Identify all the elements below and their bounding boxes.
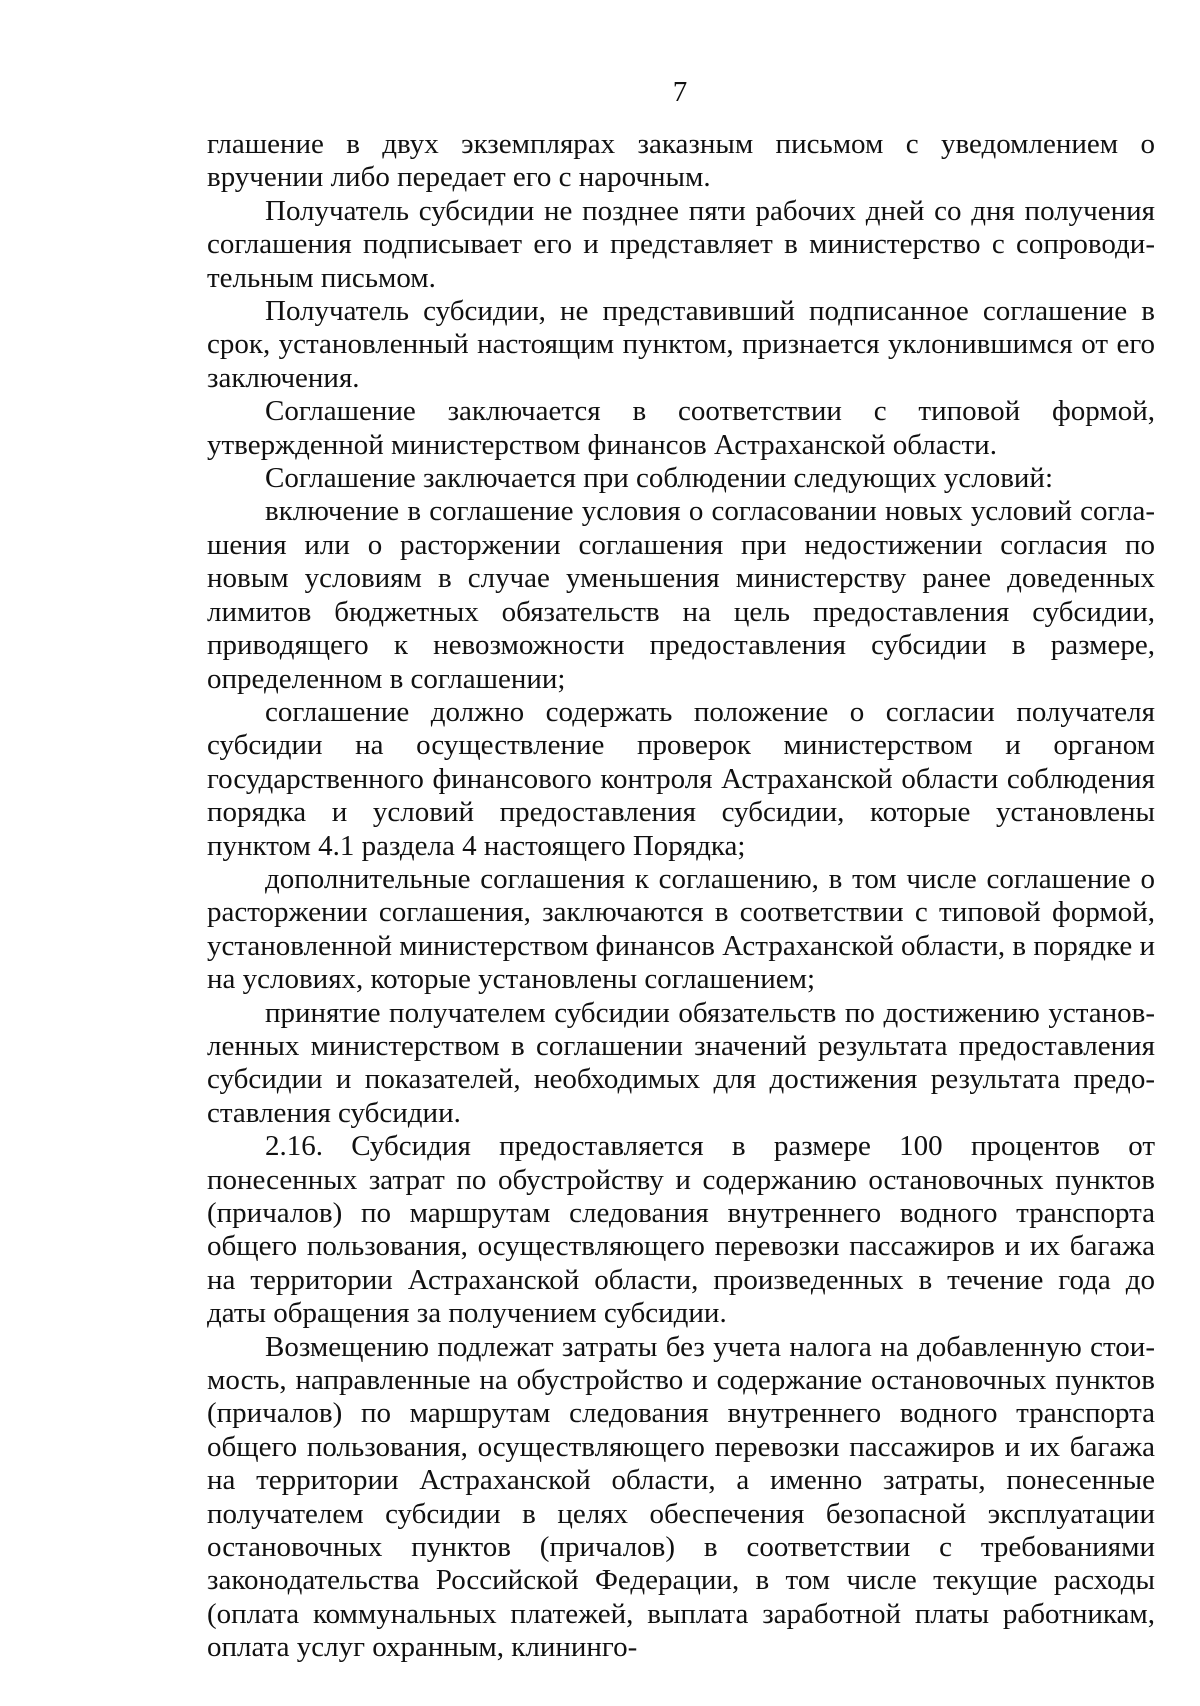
paragraph: Соглашение заключается при соблюдении следующих условий: (265, 462, 1054, 495)
page-number: 7 (672, 76, 688, 108)
paragraph: Возмещению подлежат затраты без учета налога на добавленную стоимость, направленные на обустройство и содержание остановочных пунктов (причалов) по маршрутам следования внутреннего водного транспорта общего пользования, осуществляющего перевозки пассажиров и их багажа на территории Астраханской области, а именно затраты, понесенные получателем субсидии в целях обеспечения безопасной эксплуатации остановочных пунктов (причалов) в соответствии с требованиями законодательства Российской Федерации, в том числе текущие расходы (оплата коммунальных платежей, выплата заработной платы работникам, оплата услуг охранным, клининго- (207, 1330, 1155, 1664)
paragraph: Получатель субсидии не позднее пяти рабочих дней со дня получения соглашения подписывает его и представляет в министерство с сопроводительным письмом. (207, 194, 1155, 294)
paragraph: Получатель субсидии, не представивший подписанное соглашение в срок, установленный настоящим пунктом, признается уклонившимся от его заключения. (207, 295, 1155, 394)
paragraph: дополнительные соглашения к соглашению, в том числе соглашение о расторжении соглашения, заключаются в соответствии с типовой формой, установленной министерством финансов Астраханской области, в порядке и на условиях, которые установлены соглашением; (207, 862, 1155, 996)
paragraph: включение в соглашение условия о согласовании новых условий соглашения или о расторжении соглашения при недостижении согласия по новым условиям в случае уменьшения министерству ранее доведенных лимитов бюджетных обязательств на цель предоставления субсидии, приводящего к невозможности предоставления субсидии в размере, определенном в соглашении; (207, 495, 1155, 695)
paragraph: Соглашение заключается в соответствии с типовой формой, утвержденной министерством финансов Астраханской области. (207, 395, 1155, 461)
paragraph: глашение в двух экземплярах заказным письмом с уведомлением о вручении либо передает его с нарочным. (207, 128, 1155, 194)
paragraph: соглашение должно содержать положение о согласии получателя субсидии на осуществление проверок министерством и органом государственного финансового контроля Астраханской области соблюдения порядка и условий предоставления субсидии, которые установлены пунктом 4.1 раздела 4 настоящего Порядка; (207, 695, 1155, 862)
paragraph: 2.16. Субсидия предоставляется в размере 100 процентов от понесенных затрат по обустройству и содержанию остановочных пунктов (причалов) по маршрутам следования внутреннего водного транспорта общего пользования, осуществляющего перевозки пассажиров и их багажа на территории Астраханской области, произведенных в течение года до даты обращения за получением субсидии. (207, 1130, 1155, 1330)
document-body (207, 128, 1155, 1665)
paragraph: принятие получателем субсидии обязательств по достижению установленных министерством в соглашении значений результата предоставления субсидии и показателей, необходимых для достижения результата предоставления субсидии. (207, 996, 1155, 1129)
